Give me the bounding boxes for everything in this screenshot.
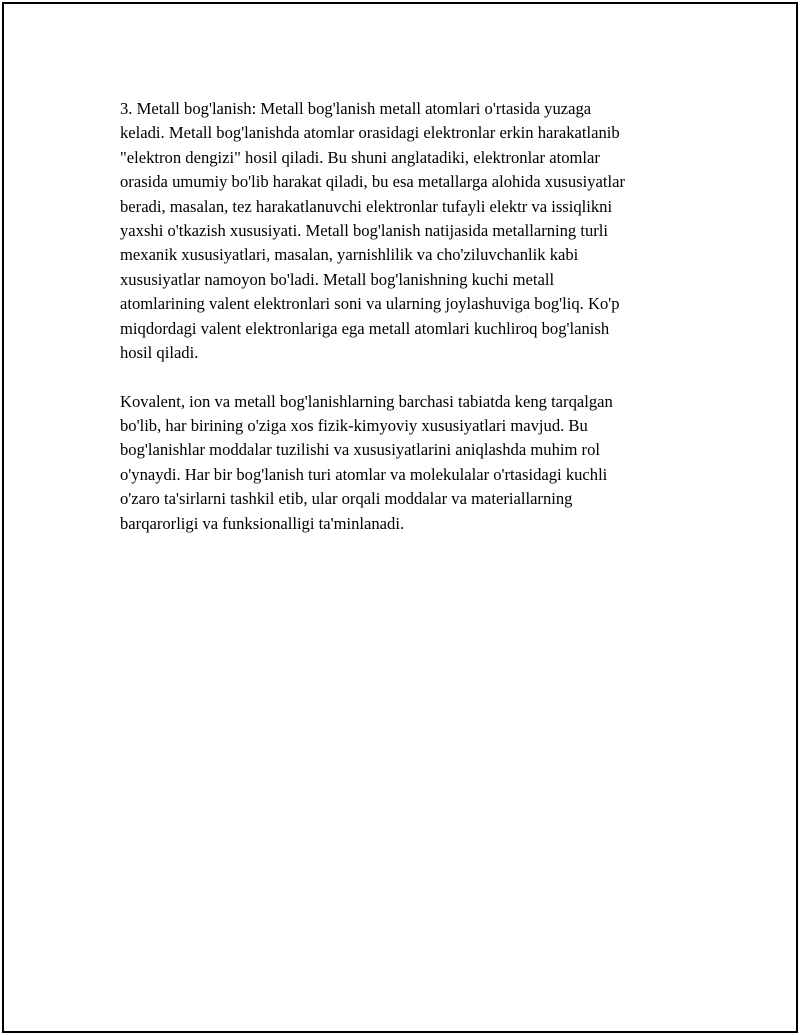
text-line: barqarorligi va funksionalligi ta'minlanadi. bbox=[120, 513, 405, 533]
text-line: atomlarining valent elektronlari soni va ularning joylashuviga bog'liq. Ko'p bbox=[120, 294, 620, 314]
text-line: xususiyatlar namoyon bo'ladi. Metall bog'lanishning kuchi metall bbox=[120, 269, 555, 289]
text-line: o'zaro ta'sirlarni tashkil etib, ular orqali moddalar va materiallarning bbox=[120, 489, 573, 509]
text-line: Kovalent, ion va metall bog'lanishlarning barchasi tabiatda keng tarqalgan bbox=[120, 391, 613, 411]
document-body bbox=[120, 97, 680, 536]
text-line: orasida umumiy bo'lib harakat qiladi, bu esa metallarga alohida xususiyatlar bbox=[120, 172, 625, 192]
text-line: bog'lanishlar moddalar tuzilishi va xususiyatlarini aniqlashda muhim rol bbox=[120, 440, 600, 460]
text-line: mexanik xususiyatlari, masalan, yarnishlilik va cho'ziluvchanlik kabi bbox=[120, 245, 579, 265]
paragraph-metallic-bonding bbox=[120, 97, 680, 365]
text-line: o'ynaydi. Har bir bog'lanish turi atomlar va molekulalar o'rtasidagi kuchli bbox=[120, 464, 608, 484]
paragraph-summary bbox=[120, 390, 680, 536]
text-line: yaxshi o'tkazish xususiyati. Metall bog'lanish natijasida metallarning turli bbox=[120, 220, 609, 240]
text-line: "elektron dengizi" hosil qiladi. Bu shuni anglatadiki, elektronlar atomlar bbox=[120, 147, 600, 167]
text-line: 3. Metall bog'lanish: Metall bog'lanish metall atomlari o'rtasida yuzaga bbox=[120, 99, 592, 118]
text-line: hosil qiladi. bbox=[120, 342, 199, 362]
text-line: beradi, masalan, tez harakatlanuvchi elektronlar tufayli elektr va issiqlikni bbox=[120, 196, 613, 216]
document-page bbox=[2, 2, 798, 1033]
text-line: keladi. Metall bog'lanishda atomlar orasidagi elektronlar erkin harakatlanib bbox=[120, 123, 620, 143]
text-line: miqdordagi valent elektronlariga ega metall atomlari kuchliroq bog'lanish bbox=[120, 318, 610, 338]
text-line: bo'lib, har birining o'ziga xos fizik-kimyoviy xususiyatlari mavjud. Bu bbox=[120, 416, 588, 436]
